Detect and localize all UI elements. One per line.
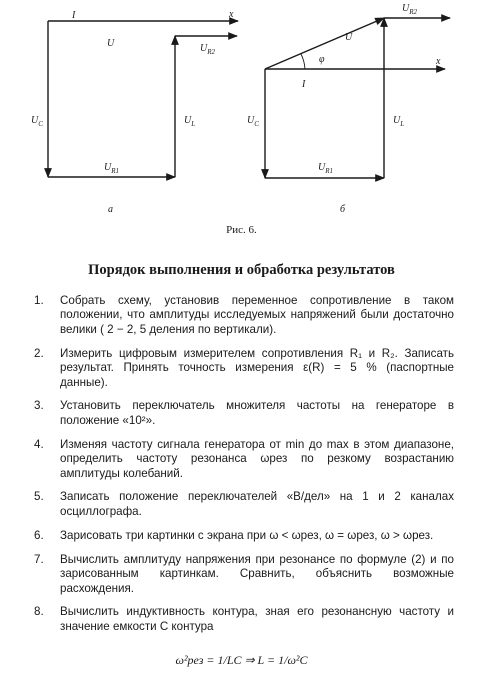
label-uc-b: $U_C$ <box>247 115 259 128</box>
vector-diagrams-figure <box>0 0 483 240</box>
step-text: Измерить цифровым измерителем сопротивления R₁ и R₂. Записать результат. Принять точность измерения ε(R) = 5 % (паспортные данные). <box>60 346 454 389</box>
diagram-b <box>265 18 450 178</box>
step-text: Собрать схему, установив переменное сопротивление в таком положении, что амплитуды исследуемых напряжений были достаточно велики ( 2 − 2, 5 деления по вертикали). <box>60 294 454 336</box>
step-5 <box>34 490 454 519</box>
figure-caption: Рис. 6. <box>226 224 257 236</box>
step-number: 6. <box>34 528 44 542</box>
step-number: 1. <box>34 294 44 307</box>
step-6 <box>34 529 454 543</box>
label-ur2-b: $U_{R2}$ <box>402 3 418 16</box>
step-8 <box>34 605 454 634</box>
label-source-voltage-b: U <box>345 32 353 43</box>
diagram-a <box>48 21 238 177</box>
step-1 <box>34 294 454 337</box>
label-ul-b: $U_L$ <box>393 115 405 128</box>
step-text: Вычислить амплитуду напряжения при резонансе по формуле (2) и по зарисованным картинкам. Сравнить, объяснить возможные расхождения. <box>60 552 454 595</box>
step-text: Зарисовать три картинки с экрана при ω < ωрез, ω = ωрез, ω > ωрез. <box>60 528 434 542</box>
label-uc-a: $U_C$ <box>31 115 43 128</box>
label-current-a: I <box>72 10 76 21</box>
step-number: 5. <box>34 490 44 504</box>
procedure-steps <box>34 294 454 644</box>
phase-angle-arc <box>301 54 305 69</box>
step-number: 3. <box>34 399 44 413</box>
label-phase-angle-b: φ <box>319 54 325 65</box>
step-3 <box>34 399 454 428</box>
step-4 <box>34 438 454 481</box>
label-axis-a: x <box>229 9 234 20</box>
section-title: Порядок выполнения и обработка результатов <box>88 262 395 278</box>
sublabel-a: а <box>108 204 113 215</box>
step-number: 7. <box>34 552 44 566</box>
step-number: 2. <box>34 346 44 360</box>
label-ul-a: $U_L$ <box>184 115 196 128</box>
step-number: 8. <box>34 605 44 619</box>
label-current-b: I <box>302 79 306 90</box>
label-ur2-a: $U_{R2}$ <box>200 43 216 56</box>
label-ur1-b: $U_{R1}$ <box>318 162 334 175</box>
resonance-formula: ω²рез = 1/LC ⇒ L = 1/ω²C <box>175 653 308 667</box>
step-text: Записать положение переключателей «В/дел» на 1 и 2 каналах осциллографа. <box>60 490 454 518</box>
step-2 <box>34 347 454 390</box>
step-7 <box>34 553 454 596</box>
step-text: Установить переключатель множителя частоты на генераторе в положение «10²». <box>60 399 454 427</box>
step-text: Изменяя частоту сигнала генератора от min до max в этом диапазоне, определить частоту резонанса ωрез по резкому возрастанию амплитуды колебаний. <box>60 437 454 480</box>
step-number: 4. <box>34 437 44 451</box>
step-text: Вычислить индуктивность контура, зная его резонансную частоту и значение емкости C контура <box>60 605 454 633</box>
label-source-voltage-a: U <box>107 38 115 49</box>
label-axis-b: x <box>436 56 441 67</box>
label-ur1-a: $U_{R1}$ <box>104 162 120 175</box>
sublabel-b: б <box>340 204 346 215</box>
